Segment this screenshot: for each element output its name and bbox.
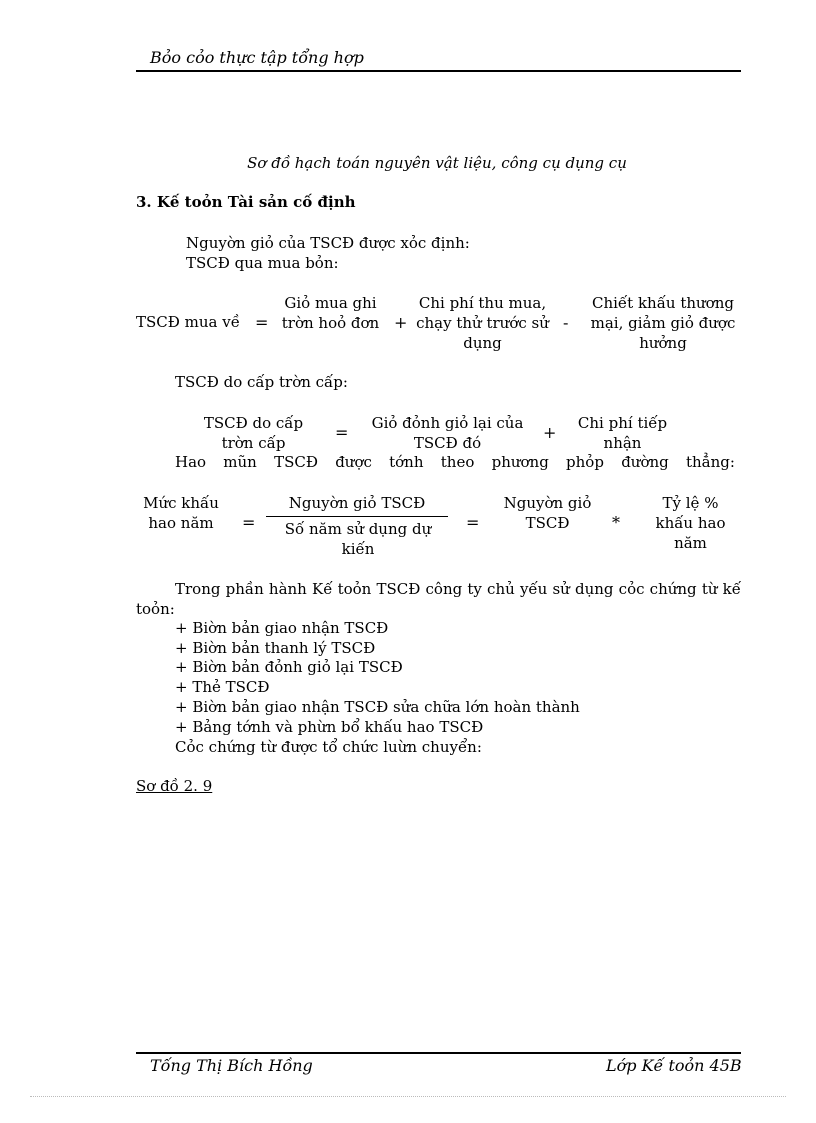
word: đường [621, 453, 669, 471]
section-heading: 3. Kế toỏn Tài sản cố định [136, 193, 356, 211]
formula1-term-discount: Chiết khấu thương mại, giảm giỏ được hưởng [590, 294, 736, 352]
formula3-equals-2: = [466, 513, 480, 532]
granted-assets-line: TSCĐ do cấp trờn cấp: [175, 373, 348, 391]
word: tớnh [389, 453, 424, 471]
diagram-label: Sơ đồ 2. 9 [136, 777, 213, 795]
formula1-minus: - [563, 313, 569, 332]
word: phỏp [566, 453, 604, 471]
document-item: + Biờn bản đỏnh giỏ lại TSCĐ [175, 658, 403, 676]
flow-line: Cỏc chứng từ được tổ chức luừn chuyển: [175, 738, 482, 756]
formula1-lhs: TSCĐ mua về [136, 313, 240, 331]
formula3-numerator: Nguyờn giỏ TSCĐ [288, 494, 426, 512]
intro-line-2: TSCĐ qua mua bỏn: [186, 254, 339, 272]
intro-line-1: Nguyờn giỏ của TSCĐ được xỏc định: [186, 234, 470, 252]
header-rule [136, 70, 741, 72]
formula1-term-purchase-cost: Chi phí thu mua, chạy thử trước sử dụng [416, 294, 549, 352]
document-item: + Thẻ TSCĐ [175, 678, 270, 696]
page-header-title: Bỏo cỏo thực tập tổng hợp [150, 48, 364, 67]
document-item: + Bảng tớnh và phừn bổ khấu hao TSCĐ [175, 718, 484, 736]
word: thẳng: [685, 453, 735, 471]
word: được [335, 453, 372, 471]
word: mũn [223, 453, 257, 471]
footer-class: Lớp Kế toỏn 45B [606, 1056, 742, 1075]
formula2-plus: + [543, 423, 557, 442]
formula1-term-invoice-price: Giỏ mua ghi trờn hoỏ đơn [281, 294, 380, 332]
word: Hao [175, 453, 207, 471]
document-item: + Biờn bản thanh lý TSCĐ [175, 639, 376, 657]
word: phương [491, 453, 549, 471]
page-edge-divider [30, 1096, 786, 1097]
formula2-term-revaluation: Giỏ đỏnh giỏ lại của TSCĐ đó [371, 414, 524, 452]
diagram-caption: Sơ đồ hạch toán nguyên vật liệu, công cụ dụng cụ [247, 154, 627, 172]
documents-paragraph: Trong phần hành Kế toỏn TSCĐ công ty chủ yếu sử dụng cỏc chứng từ kế toỏn: [136, 580, 741, 618]
formula2-lhs: TSCĐ do cấp trờn cấp [203, 414, 304, 452]
formula3-multiply: * [612, 513, 620, 532]
formula3-denominator: Số năm sử dụng dự kiến [284, 520, 432, 558]
word: theo [440, 453, 475, 471]
formula3-term-original-cost: Nguyờn giỏ TSCĐ [503, 494, 592, 532]
document-item: + Biờn bản giao nhận TSCĐ [175, 619, 389, 637]
formula1-plus: + [394, 313, 408, 332]
document-item: + Biờn bản giao nhận TSCĐ sửa chữa lớn hoàn thành [175, 698, 580, 716]
footer-author: Tống Thị Bích Hồng [150, 1056, 313, 1075]
formula2-equals: = [335, 423, 349, 442]
formula3-term-rate: Tỷ lệ % khấu hao năm [655, 494, 726, 552]
formula1-equals: = [255, 313, 269, 332]
formula3-lhs: Mức khấu hao năm [143, 494, 219, 532]
depreciation-method-line [175, 453, 735, 471]
footer-rule [136, 1052, 741, 1054]
formula3-fraction-bar [266, 516, 448, 517]
word: TSCĐ [274, 453, 318, 471]
formula3-equals-1: = [242, 513, 256, 532]
formula2-term-receiving-cost: Chi phí tiếp nhận [577, 414, 668, 452]
